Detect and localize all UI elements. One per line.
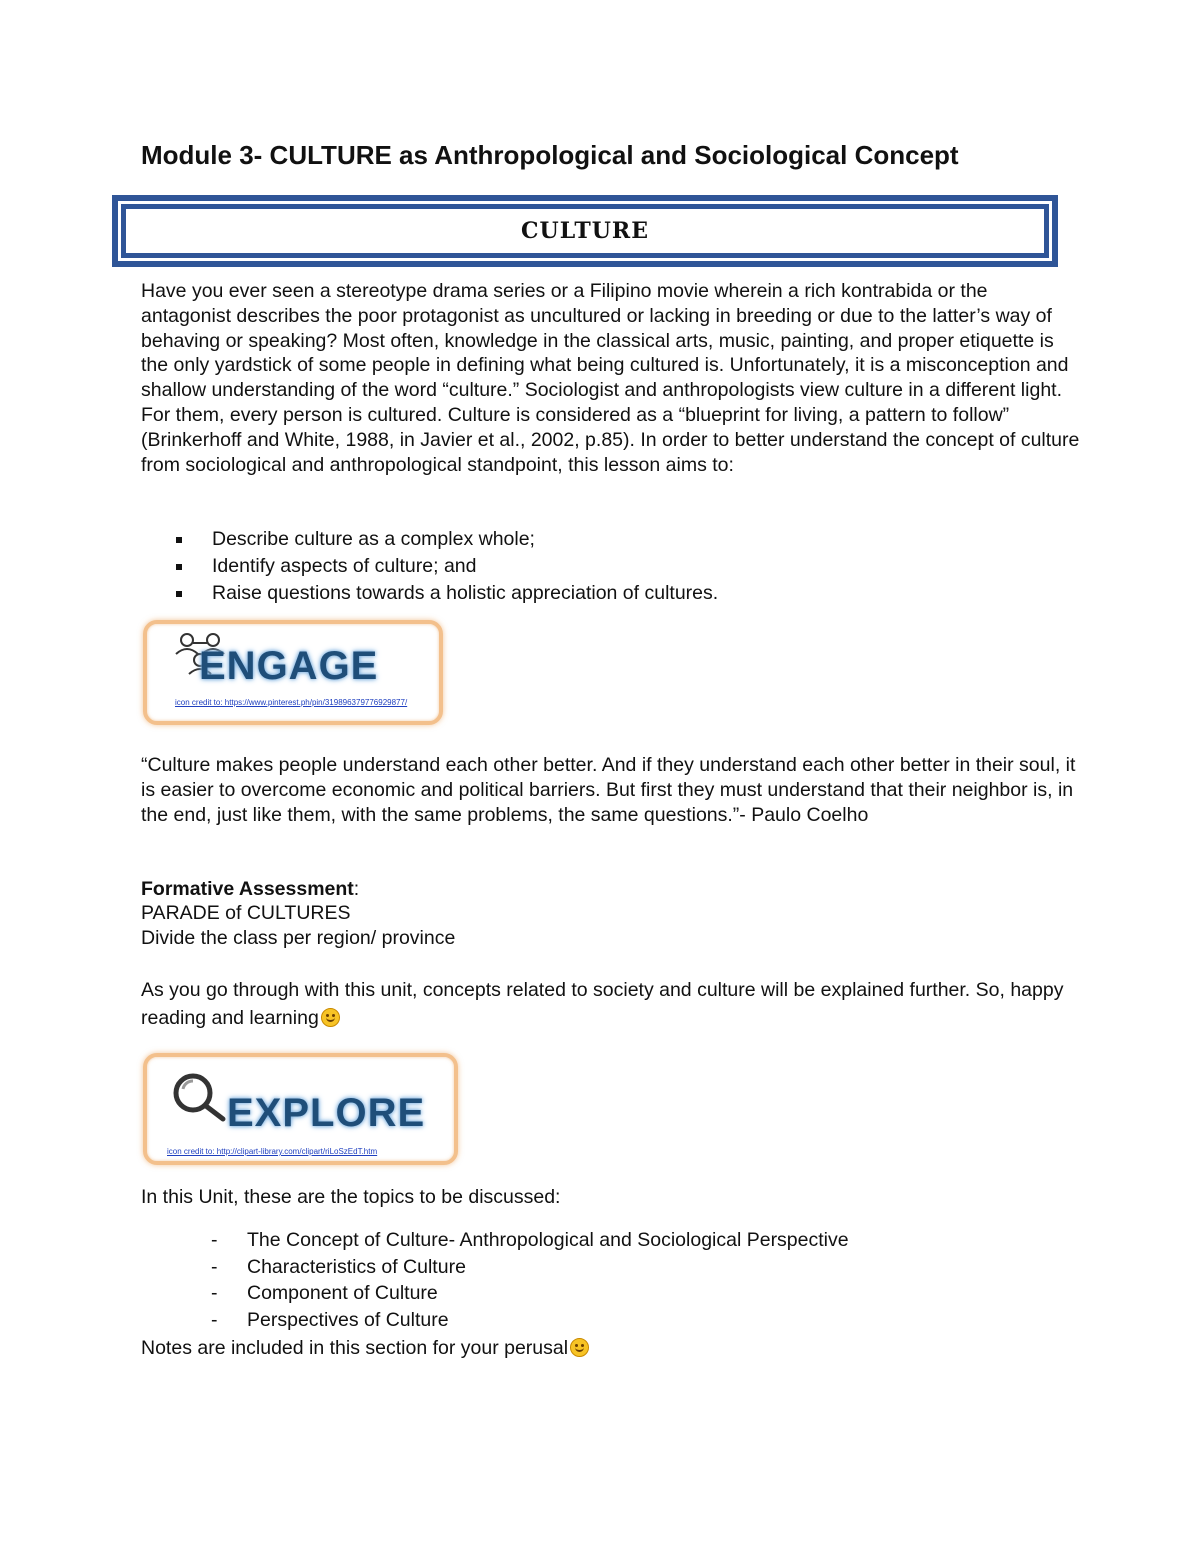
smiley-icon bbox=[321, 1008, 340, 1027]
objective-text: Identify aspects of culture; and bbox=[212, 555, 477, 577]
notes-text: Notes are included in this section for your perusal bbox=[141, 1337, 569, 1359]
formative-title: PARADE of CULTURES bbox=[141, 902, 351, 924]
bullet-square-icon bbox=[176, 537, 182, 543]
engage-badge bbox=[143, 620, 443, 725]
bullet-square-icon bbox=[176, 591, 182, 597]
objective-item bbox=[176, 526, 718, 553]
explore-badge bbox=[143, 1053, 458, 1165]
culture-heading: CULTURE bbox=[521, 218, 649, 244]
topic-dash: - bbox=[211, 1282, 218, 1304]
topic-item bbox=[211, 1280, 849, 1307]
topic-text: The Concept of Culture- Anthropological and Sociological Perspective bbox=[247, 1229, 849, 1251]
closing-text: As you go through with this unit, concepts related to society and culture will be explained further. So, happy reading and learning bbox=[141, 979, 1064, 1029]
topic-item bbox=[211, 1227, 849, 1254]
objectives-list bbox=[176, 526, 718, 607]
formative-assessment-label bbox=[141, 877, 359, 901]
page-title: Module 3- CULTURE as Anthropological and Sociological Concept bbox=[141, 140, 959, 170]
formative-label-text: Formative Assessment bbox=[141, 878, 354, 900]
topic-text: Characteristics of Culture bbox=[247, 1255, 466, 1278]
topic-item bbox=[211, 1307, 849, 1334]
topics-intro: In this Unit, these are the topics to be discussed: bbox=[141, 1186, 561, 1208]
culture-box-inner bbox=[124, 207, 1046, 255]
bullet-square-icon bbox=[176, 564, 182, 570]
intro-paragraph: Have you ever seen a stereotype drama series or a Filipino movie wherein a rich kontrabida or the antagonist describes the poor protagonist as uncultured or lacking in breeding or due to the latter’s way of behaving or speaking? Most often, knowledge in the classical arts, music, painting, and proper etiquette is the only yardstick of some people in defining what being cultured is. Unfortunately, it is a misconception and shallow understanding of the word “culture.” Sociologist and anthropologists view culture in a different light. For them, every person is cultured. Culture is considered as a “blueprint for living, a pattern to follow” (Brinkerhoff and White, 1988, in Javier et al., 2002, p.85). In order to better understand the concept of culture from sociological and anthropological standpoint, this lesson aims to: bbox=[141, 280, 1080, 476]
objective-item bbox=[176, 553, 718, 580]
topic-text: Perspectives of Culture bbox=[247, 1308, 449, 1331]
objective-item bbox=[176, 580, 718, 607]
formative-instruction: Divide the class per region/ province bbox=[141, 927, 456, 949]
closing-paragraph bbox=[141, 976, 1081, 1032]
notes-line bbox=[141, 1335, 589, 1361]
culture-heading-box bbox=[112, 195, 1058, 267]
explore-word: EXPLORE bbox=[227, 1091, 426, 1135]
engage-word: ENGAGE bbox=[199, 644, 379, 688]
smiley-icon bbox=[570, 1338, 589, 1357]
topic-dash: - bbox=[211, 1308, 218, 1331]
topic-dash: - bbox=[211, 1255, 218, 1278]
topics-list bbox=[211, 1227, 849, 1333]
explore-icon-credit-link[interactable]: icon credit to: http://clipart-library.com/clipart/riLoSzEdT.htm bbox=[167, 1147, 378, 1156]
objective-text: Describe culture as a complex whole; bbox=[212, 528, 535, 550]
quote-paragraph: “Culture makes people understand each other better. And if they understand each other better in their soul, it is easier to overcome economic and political barriers. But first they must understand that their neighbor is, in the end, just like them, with the same problems, the same questions.”- Paulo Coelho bbox=[141, 754, 1076, 826]
topic-dash: - bbox=[211, 1229, 218, 1251]
formative-colon: : bbox=[353, 878, 360, 900]
topic-text: Component of Culture bbox=[247, 1282, 438, 1304]
topic-item bbox=[211, 1254, 849, 1281]
objective-text: Raise questions towards a holistic appreciation of cultures. bbox=[212, 582, 719, 604]
engage-icon-credit-link[interactable]: icon credit to: https://www.pinterest.ph/pin/319896379776929877/ bbox=[175, 698, 408, 707]
